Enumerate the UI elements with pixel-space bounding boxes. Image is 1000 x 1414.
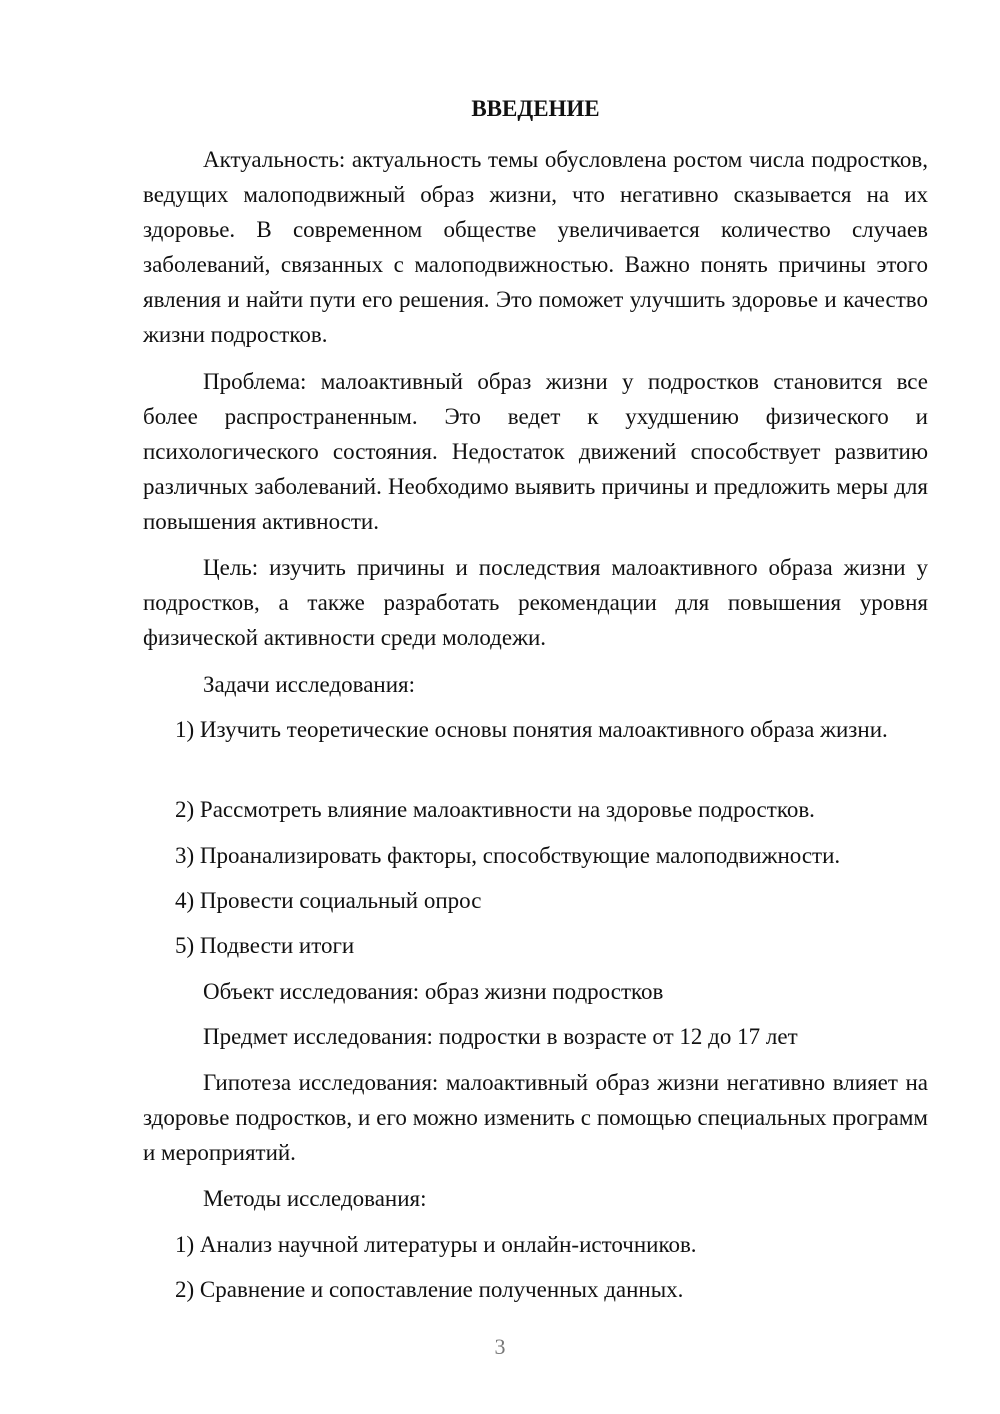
method-item-1: 1) Анализ научной литературы и онлайн-источников. <box>175 1232 697 1257</box>
paragraph-subject: Предмет исследования: подростки в возрасте от 12 до 17 лет <box>203 1024 798 1049</box>
page-title: ВВЕДЕНИЕ <box>471 96 600 121</box>
task-item-2: 2) Рассмотреть влияние малоактивности на здоровье подростков. <box>175 797 815 822</box>
paragraph-hypothesis: Гипотеза исследования: малоактивный образ жизни негативно влияет на здоровье подростков, и его можно изменить с помощью специальных программ и мероприятий. <box>143 1070 928 1165</box>
task-item-5: 5) Подвести итоги <box>175 933 355 958</box>
paragraph-goal: Цель: изучить причины и последствия малоактивного образа жизни у подростков, а также разработать рекомендации для повышения уровня физической активности среди молодежи. <box>143 555 928 650</box>
task-item-3: 3) Проанализировать факторы, способствующие малоподвижности. <box>175 843 841 868</box>
paragraph-object: Объект исследования: образ жизни подростков <box>203 979 664 1004</box>
paragraph-problem: Проблема: малоактивный образ жизни у подростков становится все более распространенным. Это ведет к ухудшению физического и психологического состояния. Недостаток движений способствует развитию различных заболеваний. Необходимо выявить причины и предложить меры для повышения активности. <box>143 369 928 534</box>
methods-heading: Методы исследования: <box>203 1186 427 1211</box>
paragraph-actuality: Актуальность: актуальность темы обусловлена ростом числа подростков, ведущих малоподвижный образ жизни, что негативно сказывается на их здоровье. В современном обществе увеличивается количество случаев заболеваний, связанных с малоподвижностью. Важно понять причины этого явления и найти пути его решения. Это поможет улучшить здоровье и качество жизни подростков. <box>143 147 928 347</box>
page-number: 3 <box>494 1334 506 1359</box>
method-item-2: 2) Сравнение и сопоставление полученных данных. <box>175 1277 684 1302</box>
task-item-4: 4) Провести социальный опрос <box>175 888 482 913</box>
tasks-heading: Задачи исследования: <box>203 672 416 697</box>
task-item-1: 1) Изучить теоретические основы понятия малоактивного образа жизни. <box>175 717 888 742</box>
